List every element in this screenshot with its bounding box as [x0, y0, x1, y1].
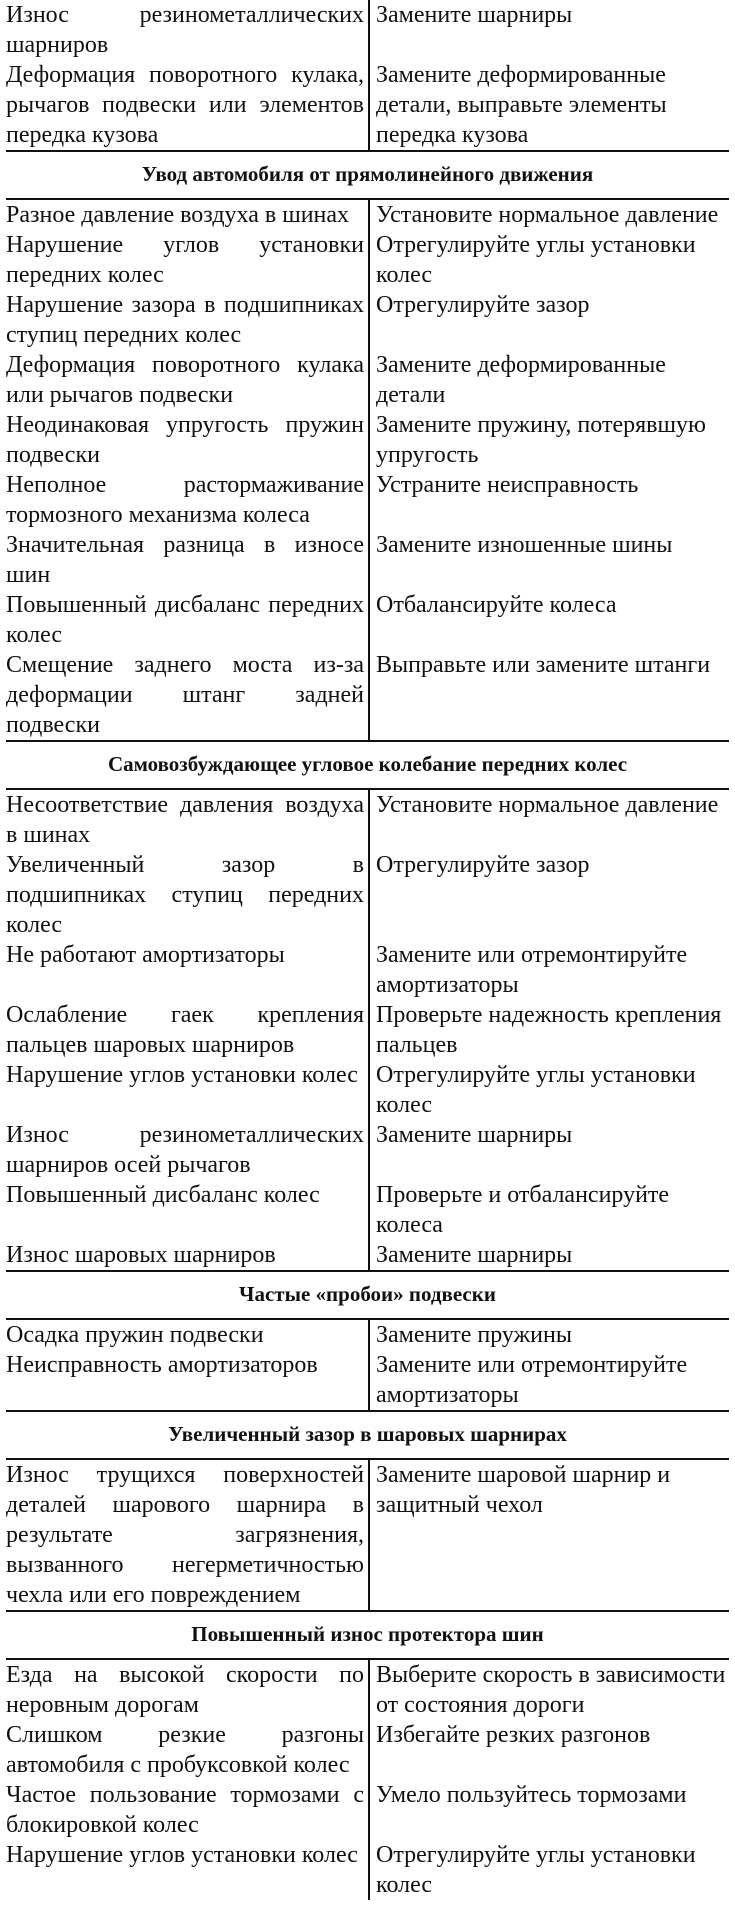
remedy-cell: Замените деформированные детали	[368, 350, 730, 410]
table-row	[6, 1660, 735, 1720]
cause-cell: Износ трущихся поверхностей деталей шарового шарнира в результате загрязнения, вызванного негерметичностью чехла или его повреждением	[6, 1462, 364, 1608]
table-row	[6, 590, 735, 650]
remedy-cell: Замените или отремонтируйте амортизаторы	[368, 940, 730, 1000]
table-row	[6, 650, 735, 740]
cause-cell: Износ резинометаллических шарниров осей рычагов	[6, 1122, 364, 1178]
table-row	[6, 410, 735, 470]
table-section	[6, 0, 735, 150]
cause-cell: Частое пользование тормозами с блокировкой колес	[6, 1782, 364, 1838]
remedy-cell: Замените или отремонтируйте амортизаторы	[368, 1350, 730, 1410]
cause-cell: Износ шаровых шарниров	[6, 1242, 276, 1268]
cause-cell: Повышенный дисбаланс передних колес	[6, 592, 364, 648]
table-row	[6, 1720, 735, 1780]
section-heading: Самовозбуждающее угловое колебание передних колес	[107, 752, 628, 776]
remedy-cell: Выправьте или замените штанги	[368, 650, 730, 740]
cause-cell: Не работают амортизаторы	[6, 942, 285, 968]
table-row	[6, 940, 735, 1000]
remedy-cell: Отрегулируйте углы установки колес	[368, 230, 730, 290]
remedy-cell: Проверьте надежность крепления пальцев	[368, 1000, 730, 1060]
table-row	[6, 1000, 735, 1060]
table-row	[6, 1780, 735, 1840]
remedy-cell: Отрегулируйте зазор	[368, 290, 730, 350]
cause-cell: Нарушение углов установки передних колес	[6, 232, 364, 288]
table-row	[6, 1060, 735, 1120]
remedy-cell: Отрегулируйте зазор	[368, 850, 730, 940]
cause-cell: Несоответствие давления воздуха в шинах	[6, 792, 364, 848]
section-heading: Повышенный износ протектора шин	[191, 1622, 544, 1646]
cause-cell: Повышенный дисбаланс колес	[6, 1182, 320, 1208]
cause-cell: Слишком резкие разгоны автомобиля с пробуксовкой колес	[6, 1722, 364, 1778]
remedy-cell: Отрегулируйте углы установки колес	[368, 1060, 730, 1120]
remedy-cell: Замените пружины	[368, 1320, 730, 1350]
table-row	[6, 1350, 735, 1410]
section-heading: Увеличенный зазор в шаровых шарнирах	[168, 1422, 567, 1446]
table-section	[6, 1410, 735, 1610]
cause-cell: Разное давление воздуха в шинах	[6, 202, 350, 228]
table-row	[6, 1180, 735, 1240]
remedy-cell: Установите нормальное давление	[368, 200, 730, 230]
section-heading: Увод автомобиля от прямолинейного движения	[141, 162, 594, 186]
cause-cell: Неисправность амортизаторов	[6, 1352, 318, 1378]
remedy-cell: Избегайте резких разгонов	[368, 1720, 730, 1780]
cause-cell: Езда на высокой скорости по неровным дорогам	[6, 1662, 364, 1718]
table-row	[6, 850, 735, 940]
cause-cell: Неполное растормаживание тормозного механизма колеса	[6, 472, 364, 528]
cause-cell: Значительная разница в износе шин	[6, 532, 364, 588]
table-row	[6, 1120, 735, 1180]
remedy-cell: Замените шарниры	[368, 1120, 730, 1180]
remedy-cell: Замените изношенные шины	[368, 530, 730, 590]
table-row	[6, 1320, 735, 1350]
table-section	[6, 150, 735, 740]
remedy-cell: Устраните неисправность	[368, 470, 730, 530]
cause-cell: Неодинаковая упругость пружин подвески	[6, 412, 364, 468]
table-row	[6, 790, 735, 850]
table-section	[6, 1270, 735, 1410]
table-row	[6, 1240, 735, 1270]
table-row	[6, 350, 735, 410]
table-section	[6, 1610, 735, 1900]
remedy-cell: Замените деформированные детали, выправьте элементы передка кузова	[368, 60, 730, 150]
cause-cell: Ослабление гаек крепления пальцев шаровых шарниров	[6, 1002, 364, 1058]
cause-cell: Нарушение углов установки колес	[6, 1062, 358, 1088]
cause-cell: Деформация поворотного кулака, рычагов подвески или элементов передка кузова	[6, 62, 364, 148]
table-row	[6, 0, 735, 60]
remedy-cell: Отбалансируйте колеса	[368, 590, 730, 650]
cause-cell: Нарушение зазора в подшипниках ступиц передних колес	[6, 292, 364, 348]
remedy-cell: Выберите скорость в зависимости от состояния дороги	[368, 1660, 730, 1720]
cause-cell: Осадка пружин подвески	[6, 1322, 264, 1348]
table-row	[6, 530, 735, 590]
remedy-cell: Замените шарниры	[368, 1240, 730, 1270]
remedy-cell: Установите нормальное давление	[368, 790, 730, 850]
table-row	[6, 470, 735, 530]
remedy-cell: Замените шаровой шарнир и защитный чехол	[368, 1460, 730, 1610]
table-row	[6, 200, 735, 230]
table-row	[6, 290, 735, 350]
table-row	[6, 60, 735, 150]
remedy-cell: Отрегулируйте углы установки колес	[368, 1840, 730, 1900]
remedy-cell: Проверьте и отбалансируйте колеса	[368, 1180, 730, 1240]
cause-cell: Износ резинометаллических шарниров	[6, 2, 364, 58]
cause-cell: Увеличенный зазор в подшипниках ступиц передних колес	[6, 852, 364, 938]
remedy-cell: Замените шарниры	[368, 0, 730, 60]
cause-cell: Деформация поворотного кулака или рычагов подвески	[6, 352, 364, 408]
table-row	[6, 230, 735, 290]
cause-cell: Смещение заднего моста из-за деформации штанг задней подвески	[6, 652, 364, 738]
table-section	[6, 740, 735, 1270]
cause-cell: Нарушение углов установки колес	[6, 1842, 358, 1868]
section-heading: Частые «пробои» подвески	[239, 1282, 496, 1306]
remedy-cell: Умело пользуйтесь тормозами	[368, 1780, 730, 1840]
table-row	[6, 1840, 735, 1900]
remedy-cell: Замените пружину, потерявшую упругость	[368, 410, 730, 470]
table-row	[6, 1460, 735, 1610]
